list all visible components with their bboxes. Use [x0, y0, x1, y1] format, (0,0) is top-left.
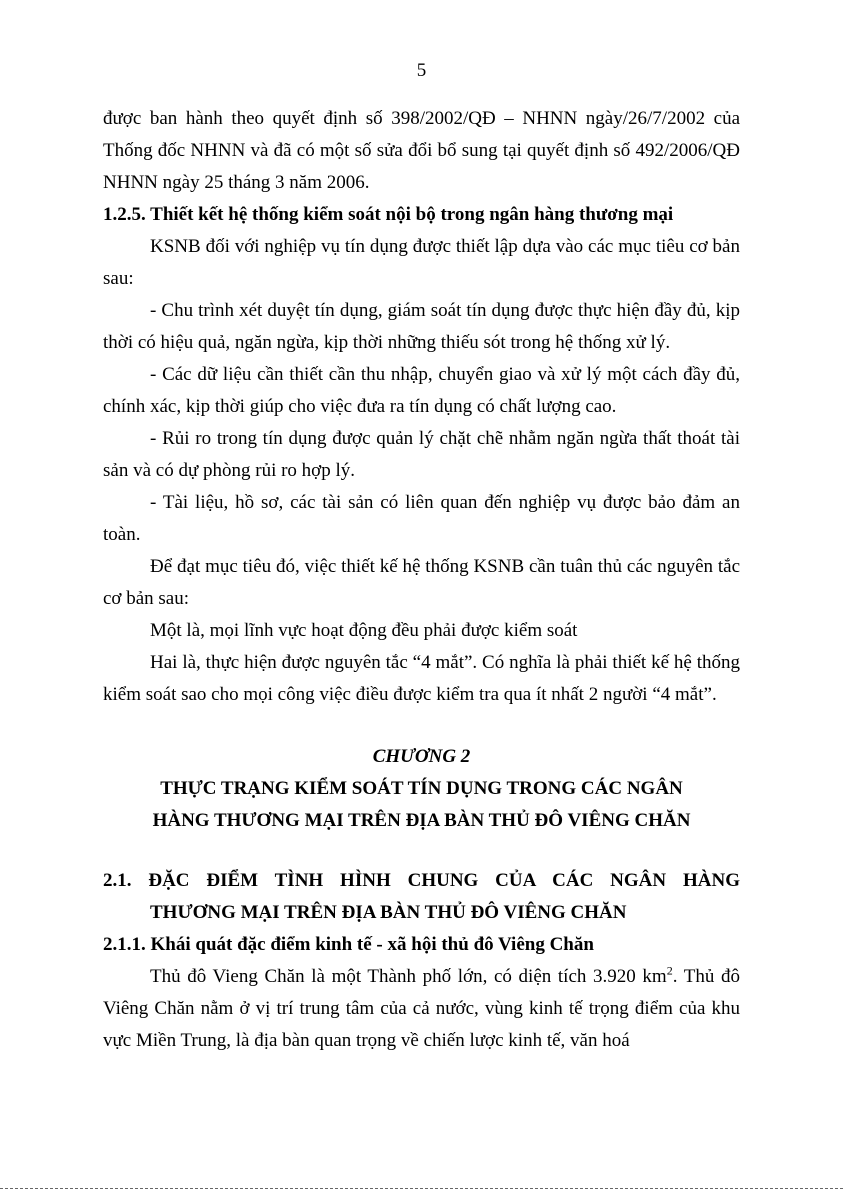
area-text: Thủ đô Vieng Chăn là một Thành phố lớn, có diện tích 3.920 km	[150, 966, 667, 987]
bullet-paragraph: - Tài liệu, hồ sơ, các tài sản có liên quan đến nghiệp vụ được bảo đảm an toàn.	[103, 492, 740, 545]
section-heading-2-1-line-2: THƯƠNG MẠI TRÊN ĐỊA BÀN THỦ ĐÔ VIÊNG CHĂN	[150, 902, 627, 923]
section-heading-2-1-line-1: 2.1. ĐẶC ĐIỂM TÌNH HÌNH CHUNG CỦA CÁC NGÂN HÀNG	[103, 870, 740, 891]
section-heading-2-1	[103, 865, 740, 929]
paragraph: Hai là, thực hiện được nguyên tắc “4 mắt”. Có nghĩa là phải thiết kế hệ thống kiểm soát sao cho mọi công việc điều được kiểm tra qua ít nhất 2 người “4 mắt”.	[103, 652, 740, 705]
page-content	[103, 103, 740, 1057]
bullet-paragraph: - Chu trình xét duyệt tín dụng, giám soát tín dụng được thực hiện đầy đủ, kịp thời có hiệu quả, ngăn ngừa, kịp thời những thiếu sót trong hệ thống xử lý.	[103, 300, 740, 353]
bullet-paragraph: - Rủi ro trong tín dụng được quản lý chặt chẽ nhằm ngăn ngừa thất thoát tài sản và có dự phòng rủi ro hợp lý.	[103, 428, 740, 481]
paragraph: KSNB đối với nghiệp vụ tín dụng được thiết lập dựa vào các mục tiêu cơ bản sau:	[103, 236, 740, 289]
superscript: 2	[666, 963, 673, 978]
paragraph: Để đạt mục tiêu đó, việc thiết kế hệ thống KSNB cần tuân thủ các nguyên tắc cơ bản sau:	[103, 556, 740, 609]
chapter-label: CHƯƠNG 2	[372, 746, 471, 767]
paragraph-area	[103, 961, 740, 1057]
area-text-continued: . Thủ đô Viêng Chăn nằm ở vị trí trung tâm của cả nước, vùng kinh tế trọng điểm của khu vực Miền Trung, là địa bàn quan trọng về chiến lược kinh tế, văn hoá	[103, 966, 740, 1051]
page-number: 5	[416, 60, 427, 81]
paragraph: Một là, mọi lĩnh vực hoạt động đều phải được kiểm soát	[150, 620, 578, 641]
chapter-title-line-1: THỰC TRẠNG KIỂM SOÁT TÍN DỤNG TRONG CÁC NGÂN	[160, 778, 683, 799]
paragraph: được ban hành theo quyết định số 398/2002/QĐ – NHNN ngày/26/7/2002 của Thống đốc NHNN và đã có một số sửa đổi bổ sung tại quyết định số 492/2006/QĐ NHNN ngày 25 tháng 3 năm 2006.	[103, 108, 740, 193]
chapter-title-line-2: HÀNG THƯƠNG MẠI TRÊN ĐỊA BÀN THỦ ĐÔ VIÊNG CHĂN	[152, 810, 691, 831]
bullet-paragraph: - Các dữ liệu cần thiết cần thu nhập, chuyển giao và xử lý một cách đầy đủ, chính xác, kịp thời giúp cho việc đưa ra tín dụng có chất lượng cao.	[103, 364, 740, 417]
footer-rule	[0, 1188, 843, 1189]
subsection-heading-1-2-5: 1.2.5. Thiết kết hệ thống kiểm soát nội bộ trong ngân hàng thương mại	[103, 204, 674, 225]
subsection-heading-2-1-1: 2.1.1. Khái quát đặc điểm kinh tế - xã hội thủ đô Viêng Chăn	[103, 934, 594, 955]
